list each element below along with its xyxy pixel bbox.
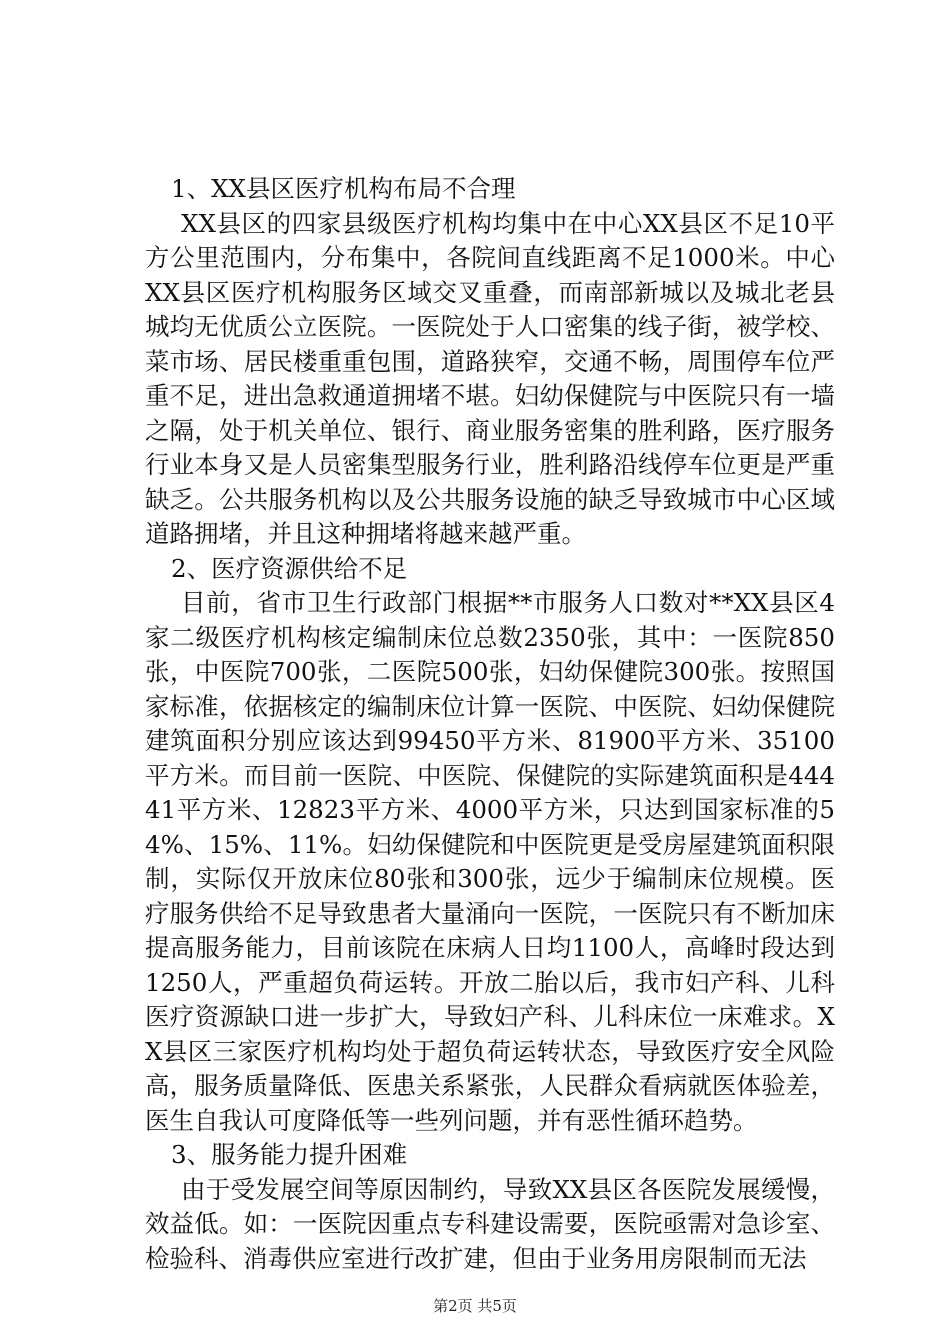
page-number-footer: 第2页 共5页 <box>433 1297 517 1315</box>
document-body <box>145 172 835 1276</box>
section-paragraph-2: 目前，省市卫生行政部门根据**市服务人口数对**XX县区4家二级医疗机构核定编制床位总数2350张，其中：一医院850张，中医院700张，二医院500张，妇幼保健院300张。按照国家标准，依据核定的编制床位计算一医院、中医院、妇幼保健院建筑面积分别应该达到99450平方米、81900平方米、35100平方米。而目前一医院、中医院、保健院的实际建筑面积是44441平方米、12823平方米、4000平方米，只达到国家标准的54%、15%、11%。妇幼保健院和中医院更是受房屋建筑面积限制，实际仅开放床位80张和300张，远少于编制床位规模。医疗服务供给不足导致患者大量涌向一医院，一医院只有不断加床提高服务能力，目前该院在床病人日均1100人，高峰时段达到1250人，严重超负荷运转。开放二胎以后，我市妇产科、儿科医疗资源缺口进一步扩大，导致妇产科、儿科床位一床难求。XX县区三家医疗机构均处于超负荷运转状态，导致医疗安全风险高，服务质量降低、医患关系紧张，人民群众看病就医体验差，医生自我认可度降低等一些列问题，并有恶性循环趋势。 <box>145 588 835 1135</box>
section-paragraph-1: XX县区的四家县级医疗机构均集中在中心XX县区不足10平方公里范围内，分布集中，各院间直线距离不足1000米。中心XX县区医疗机构服务区域交叉重叠，而南部新城以及城北老县城均无优质公立医院。一医院处于人口密集的线子街，被学校、菜市场、居民楼重重包围，道路狭窄，交通不畅，周围停车位严重不足，进出急救通道拥堵不堪。妇幼保健院与中医院只有一墙之隔，处于机关单位、银行、商业服务密集的胜利路，医疗服务行业本身又是人员密集型服务行业，胜利路沿线停车位更是严重缺乏。公共服务机构以及公共服务设施的缺乏导致城市中心区域道路拥堵，并且这种拥堵将越来越严重。 <box>145 208 835 548</box>
section-heading-3: 3、服务能力提升困难 <box>171 1140 408 1169</box>
section-paragraph-3: 由于受发展空间等原因制约，导致XX县区各医院发展缓慢，效益低。如：一医院因重点专科建设需要，医院亟需对急诊室、检验科、消毒供应室进行改扩建，但由于业务用房限制而无法 <box>145 1174 835 1273</box>
section-heading-1: 1、XX县区医疗机构布局不合理 <box>171 174 516 203</box>
section-heading-2: 2、医疗资源供给不足 <box>171 553 408 583</box>
